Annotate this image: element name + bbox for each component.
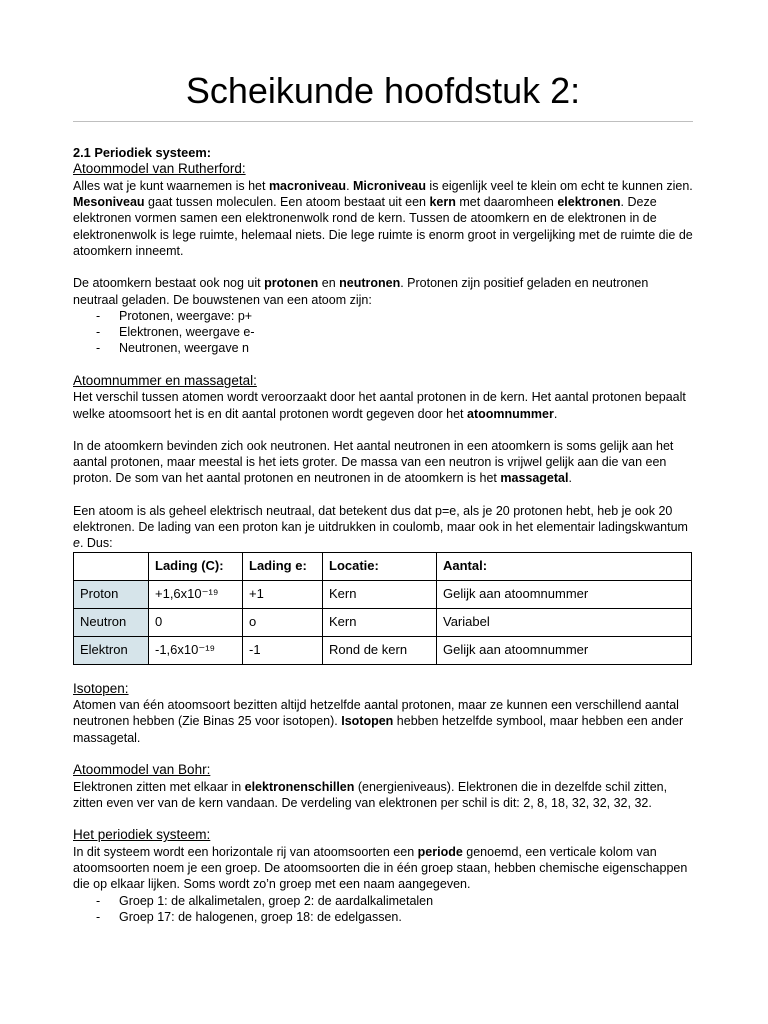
paragraph-atoomnummer-1	[73, 389, 695, 422]
table-cell: Gelijk aan atoomnummer	[437, 636, 692, 664]
table-cell: -1,6x10⁻¹⁹	[149, 636, 243, 664]
table-cell: +1	[243, 580, 323, 608]
list-item	[73, 909, 695, 925]
table-header-cell	[74, 552, 149, 580]
paragraph-rutherford-2	[73, 275, 695, 308]
paragraph-periodiek	[73, 844, 695, 893]
bold-term: massagetal	[500, 471, 569, 486]
text-run: met daaromheen	[455, 195, 558, 210]
text-run: In dit systeem wordt een horizontale rij van atoomsoorten een	[73, 844, 418, 859]
text-run: . Deze elektronen vormen samen een elektronenwolk rond de kern. Tussen de atoomkern en de elektronen in de elektronenwolk is lege ruimte, helemaal niets. Die lege ruimte is enorm groot in vergelijking met de ruimte die de atoomkern inneemt.	[73, 195, 693, 258]
table-header-row	[74, 552, 692, 580]
paragraph-rutherford-1	[73, 178, 695, 259]
bold-term: neutronen	[339, 276, 401, 291]
table-cell: Rond de kern	[323, 636, 437, 664]
list-item-text: Groep 1: de alkalimetalen, groep 2: de aardalkalimetalen	[119, 893, 434, 908]
bold-term: atoomnummer	[467, 406, 554, 421]
text-run: Atomen van één atoomsoort bezitten altijd hetzelfde aantal protonen, maar ze kunnen een verschillend aantal neutronen hebben (Zie Binas 25 voor isotopen).	[73, 698, 679, 729]
list-item	[73, 340, 695, 356]
dash-bullet: -	[96, 909, 101, 924]
dash-bullet: -	[96, 893, 101, 908]
text-run: (energieniveaus). Elektronen die in dezelfde schil zitten, zitten even ver van de kern vandaan. De verdeling van elektronen per schil is dit: 2, 8, 18, 32, 32, 32, 32.	[73, 779, 668, 810]
list-item	[73, 893, 695, 909]
list-item	[73, 308, 695, 324]
text-run: en	[318, 276, 340, 291]
text-run: De atoomkern bestaat ook nog uit	[73, 276, 265, 291]
text-run: genoemd, een verticale kolom van atoomsoorten noem je een groep. De atoomsoorten die in één groep staan, hebben chemische eigenschappen die op elkaar lijken. Soms wordt zo’n groep met een naam aangegeven.	[73, 844, 688, 892]
table-cell: Kern	[323, 580, 437, 608]
text-run: Een atoom is als geheel elektrisch neutraal, dat betekent dus dat p=e, als je 20 protonen hebt, heb je ook 20 elektronen. De lading van een proton kan je uitdrukken in coulomb, maar ook in het elementair ladingskwantum	[73, 503, 688, 535]
bold-term: Isotopen	[341, 714, 394, 729]
text-run: gaat tussen moleculen. Een atoom bestaat uit een	[144, 195, 430, 210]
bold-term: protonen	[264, 276, 319, 291]
document-body	[73, 145, 695, 925]
dash-bullet: -	[96, 325, 101, 340]
bold-term: Microniveau	[353, 178, 426, 193]
list-groepen	[73, 893, 695, 926]
table-cell: Kern	[323, 608, 437, 636]
dash-bullet: -	[96, 341, 101, 356]
list-item	[73, 324, 695, 340]
text-run: In de atoomkern bevinden zich ook neutronen. Het aantal neutronen in een atoomkern is soms gelijk aan het aantal protonen, maar meestal is het iets groter. De massa van een neutron is vrijwel gelijk aan die van een proton. De som van het aantal protonen en neutronen in de atoomkern is het	[73, 438, 674, 486]
table-row-header: Proton	[74, 580, 149, 608]
text-run: Elektronen zitten met elkaar in	[73, 779, 245, 794]
table-cell: -1	[243, 636, 323, 664]
list-item-text: Protonen, weergave: p+	[119, 308, 253, 323]
bold-term: elektronenschillen	[244, 779, 355, 794]
text-run: Alles wat je kunt waarnemen is het	[73, 178, 269, 193]
table-row-header: Neutron	[74, 608, 149, 636]
table-cell: Variabel	[437, 608, 692, 636]
table-header-cell: Aantal:	[437, 552, 692, 580]
table-header-cell: Lading e:	[243, 552, 323, 580]
table-row	[74, 580, 692, 608]
table-cell: +1,6x10⁻¹⁹	[149, 580, 243, 608]
dash-bullet: -	[96, 308, 101, 323]
bold-term: periode	[417, 844, 463, 859]
list-item-text: Neutronen, weergave n	[119, 341, 249, 356]
heading-rutherford: Atoommodel van Rutherford:	[73, 161, 246, 177]
italic-term: e	[73, 536, 80, 551]
list-bouwstenen	[73, 308, 695, 357]
table-row-header: Elektron	[74, 636, 149, 664]
list-item-text: Groep 17: de halogenen, groep 18: de edelgassen.	[119, 909, 402, 924]
lading-table	[73, 552, 692, 665]
bold-term: Mesoniveau	[73, 195, 145, 210]
bold-term: macroniveau	[268, 178, 347, 193]
heading-isotopen: Isotopen:	[73, 680, 129, 696]
page-title: Scheikunde hoofdstuk 2:	[185, 70, 581, 111]
paragraph-bohr	[73, 779, 695, 812]
table-cell: 0	[149, 608, 243, 636]
list-item-text: Elektronen, weergave e-	[119, 325, 255, 340]
text-run: . Dus:	[79, 536, 113, 551]
text-run: hebben hetzelfde symbool, maar hebben een ander massagetal.	[73, 714, 684, 745]
table-header-cell: Locatie:	[323, 552, 437, 580]
text-run: . Protonen zijn positief geladen en neutronen neutraal geladen. De bouwstenen van een atoom zijn:	[73, 276, 649, 307]
heading-bohr: Atoommodel van Bohr:	[73, 762, 211, 778]
title-divider	[73, 121, 693, 122]
table-cell: Gelijk aan atoomnummer	[437, 580, 692, 608]
table-header-cell: Lading (C):	[149, 552, 243, 580]
table-cell: o	[243, 608, 323, 636]
text-run: .	[553, 406, 558, 421]
heading-periodiek: Het periodiek systeem:	[73, 827, 211, 843]
table-row	[74, 636, 692, 664]
heading-atoomnummer: Atoomnummer en massagetal:	[73, 372, 257, 388]
text-run: .	[346, 178, 354, 193]
text-run: is eigenlijk veel te klein om echt te kunnen zien.	[425, 178, 693, 193]
text-run: Het verschil tussen atomen wordt veroorzaakt door het aantal protonen in de kern. Het aantal protonen bepaalt welke atoomsoort het is en dit aantal protonen wordt gegeven door het	[73, 390, 686, 421]
bold-term: elektronen	[557, 195, 621, 210]
paragraph-isotopen	[73, 697, 695, 746]
table-row	[74, 608, 692, 636]
paragraph-atoomnummer-3	[73, 503, 695, 552]
bold-term: kern	[429, 195, 456, 210]
paragraph-atoomnummer-2	[73, 438, 695, 487]
section-heading: 2.1 Periodiek systeem:	[73, 145, 211, 160]
text-run: .	[568, 471, 572, 486]
